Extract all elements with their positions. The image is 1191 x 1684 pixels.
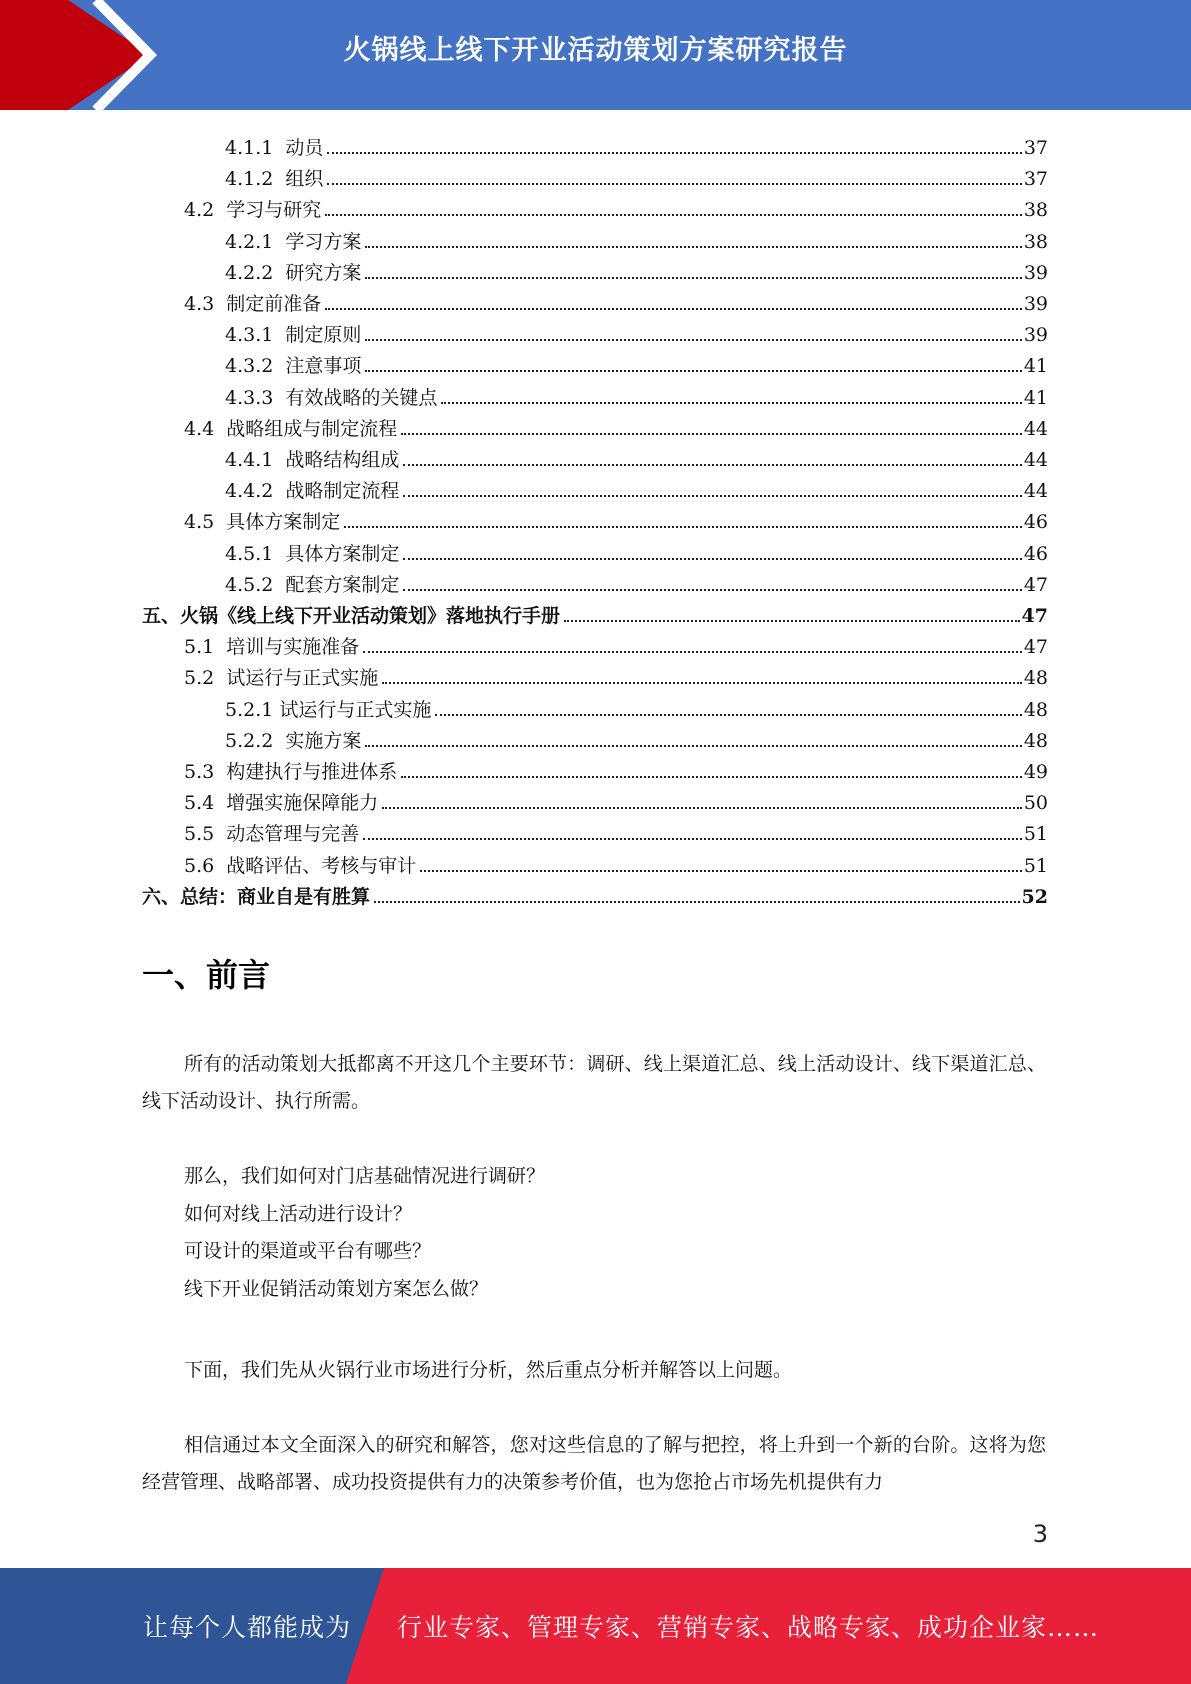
- toc-entry[interactable]: [225, 721, 1048, 752]
- toc-dot-leader: [403, 493, 1021, 497]
- toc-entry-label: 5.3 构建执行与推进体系: [184, 761, 398, 783]
- toc-dot-leader: [382, 680, 1022, 684]
- toc-entry-page: 49: [1023, 761, 1048, 783]
- toc-entry-page: 47: [1023, 574, 1048, 596]
- toc-entry-page: 38: [1023, 199, 1048, 221]
- toc-dot-leader: [403, 556, 1021, 560]
- toc-entry-page: 44: [1023, 480, 1048, 502]
- toc-entry[interactable]: [184, 814, 1048, 845]
- toc-entry-page: 44: [1023, 418, 1048, 440]
- toc-entry-page: 47: [1023, 636, 1048, 658]
- toc-entry-label: 5.2.2 实施方案: [225, 730, 362, 752]
- toc-entry[interactable]: [225, 222, 1048, 253]
- toc-dot-leader: [420, 868, 1022, 872]
- toc-entry[interactable]: [184, 502, 1048, 533]
- toc-entry-label: 4.5.1 具体方案制定: [225, 543, 400, 565]
- toc-dot-leader: [564, 618, 1020, 622]
- toc-entry-page: 41: [1023, 387, 1048, 409]
- toc-entry[interactable]: [225, 253, 1048, 284]
- toc-entry-label: 5.1 培训与实施准备: [184, 636, 360, 658]
- toc-entry[interactable]: [225, 128, 1048, 159]
- toc-entry-page: 48: [1023, 730, 1048, 752]
- toc-dot-leader: [327, 181, 1021, 185]
- toc-entry[interactable]: [142, 596, 1048, 627]
- toc-entry-label: 4.5.2 配套方案制定: [225, 574, 400, 596]
- toc-entry-label: 4.5 具体方案制定: [184, 511, 341, 533]
- toc-entry-page: 37: [1023, 168, 1048, 190]
- toc-entry-page: 46: [1023, 511, 1048, 533]
- page-header: [0, 0, 1191, 110]
- toc-entry-label: 4.4 战略组成与制定流程: [184, 418, 398, 440]
- footer-slogan-left: 让每个人都能成为: [143, 1613, 352, 1642]
- toc-entry[interactable]: [225, 159, 1048, 190]
- toc-entry-page: 51: [1023, 823, 1048, 845]
- conclusion-paragraph: 相信通过本文全面深入的研究和解答，您对这些信息的了解与把控，将上升到一个新的台阶。这将为您经营管理、战略部署、成功投资提供有力的决策参考价值，也为您抢占市场先机提供有力: [142, 1434, 1046, 1493]
- toc-dot-leader: [365, 244, 1021, 248]
- toc-dot-leader: [325, 306, 1022, 310]
- toc-dot-leader: [363, 649, 1022, 653]
- section-heading: 一、前言: [142, 956, 271, 994]
- toc-entry[interactable]: [184, 409, 1048, 440]
- toc-entry-page: 44: [1023, 449, 1048, 471]
- toc-dot-leader: [344, 524, 1022, 528]
- toc-entry[interactable]: [184, 658, 1048, 689]
- toc-entry-label: 4.1.2 组织: [225, 168, 324, 190]
- header-title: 火锅线上线下开业活动策划方案研究报告: [343, 35, 848, 66]
- toc-entry-label: 4.2.1 学习方案: [225, 231, 362, 253]
- toc-dot-leader: [403, 587, 1021, 591]
- toc-entry-label: 5.2 试运行与正式实施: [184, 667, 379, 689]
- toc-entry[interactable]: [225, 378, 1048, 409]
- toc-entry-label: 5.4 增强实施保障能力: [184, 792, 379, 814]
- toc-entry-page: 37: [1023, 137, 1048, 159]
- toc-entry[interactable]: [225, 690, 1048, 721]
- toc-entry[interactable]: [225, 315, 1048, 346]
- toc-entry-label: 4.4.2 战略制定流程: [225, 480, 400, 502]
- toc-entry-label: 4.3.1 制定原则: [225, 324, 362, 346]
- toc-entry-label: 4.3.2 注意事项: [225, 355, 362, 377]
- toc-entry[interactable]: [184, 846, 1048, 877]
- question-item: 可设计的渠道或平台有哪些？: [184, 1240, 432, 1262]
- footer-slogan-right: 行业专家、管理专家、营销专家、战略专家、成功企业家……: [397, 1613, 1100, 1642]
- toc-entry-label: 五、火锅《线上线下开业活动策划》落地执行手册: [142, 605, 561, 627]
- toc-entry-page: 47: [1021, 605, 1048, 627]
- question-item: 线下开业促销活动策划方案怎么做？: [184, 1278, 489, 1300]
- toc-entry[interactable]: [225, 534, 1048, 565]
- toc-entry-page: 39: [1023, 262, 1048, 284]
- toc-dot-leader: [401, 774, 1022, 778]
- toc-entry-label: 4.2 学习与研究: [184, 199, 322, 221]
- toc-entry-page: 46: [1023, 543, 1048, 565]
- toc-entry[interactable]: [142, 877, 1048, 908]
- toc-dot-leader: [365, 368, 1021, 372]
- toc-dot-leader: [365, 743, 1021, 747]
- toc-entry-label: 4.2.2 研究方案: [225, 262, 362, 284]
- toc-dot-leader: [365, 275, 1021, 279]
- toc-entry-label: 5.2.1 试运行与正式实施: [225, 699, 432, 721]
- toc-entry-page: 51: [1023, 855, 1048, 877]
- toc-entry[interactable]: [184, 284, 1048, 315]
- toc-dot-leader: [363, 836, 1022, 840]
- toc-entry-label: 4.3 制定前准备: [184, 293, 322, 315]
- toc-entry-label: 4.3.3 有效战略的关键点: [225, 387, 438, 409]
- toc-dot-leader: [325, 212, 1022, 216]
- intro-paragraph: 所有的活动策划大抵都离不开这几个主要环节：调研、线上渠道汇总、线上活动设计、线下渠道汇总、线下活动设计、执行所需。: [142, 1053, 1046, 1112]
- toc-dot-leader: [374, 899, 1020, 903]
- toc-entry[interactable]: [184, 752, 1048, 783]
- toc-entry-page: 52: [1021, 886, 1048, 908]
- toc-entry[interactable]: [225, 440, 1048, 471]
- toc-entry-page: 39: [1023, 324, 1048, 346]
- toc-entry-label: 5.6 战略评估、考核与审计: [184, 855, 417, 877]
- toc-entry-label: 六、总结：商业自是有胜算: [142, 886, 371, 908]
- toc-dot-leader: [441, 400, 1021, 404]
- toc-entry[interactable]: [225, 346, 1048, 377]
- toc-entry-page: 39: [1023, 293, 1048, 315]
- analysis-paragraph: 下面，我们先从火锅行业市场进行分析，然后重点分析并解答以上问题。: [184, 1359, 793, 1381]
- toc-entry[interactable]: [184, 627, 1048, 658]
- toc-entry[interactable]: [225, 471, 1048, 502]
- toc-entry-page: 50: [1023, 792, 1048, 814]
- toc-entry[interactable]: [184, 190, 1048, 221]
- toc-dot-leader: [365, 337, 1021, 341]
- toc-entry-label: 5.5 动态管理与完善: [184, 823, 360, 845]
- toc-entry-label: 4.1.1 动员: [225, 137, 324, 159]
- toc-entry[interactable]: [184, 783, 1048, 814]
- toc-dot-leader: [327, 150, 1021, 154]
- question-item: 如何对线上活动进行设计？: [184, 1203, 413, 1225]
- toc-dot-leader: [401, 431, 1022, 435]
- toc-dot-leader: [382, 805, 1022, 809]
- question-item: 那么，我们如何对门店基础情况进行调研？: [184, 1165, 546, 1187]
- toc-entry-label: 4.4.1 战略结构组成: [225, 449, 400, 471]
- toc-dot-leader: [403, 462, 1021, 466]
- page-footer: [0, 1568, 1191, 1684]
- toc-entry-page: 38: [1023, 231, 1048, 253]
- toc-entry-page: 48: [1023, 699, 1048, 721]
- toc-entry-page: 48: [1023, 667, 1048, 689]
- toc-dot-leader: [435, 712, 1021, 716]
- toc-entry-page: 41: [1023, 355, 1048, 377]
- page-number: 3: [1032, 1520, 1048, 1548]
- toc-entry[interactable]: [225, 565, 1048, 596]
